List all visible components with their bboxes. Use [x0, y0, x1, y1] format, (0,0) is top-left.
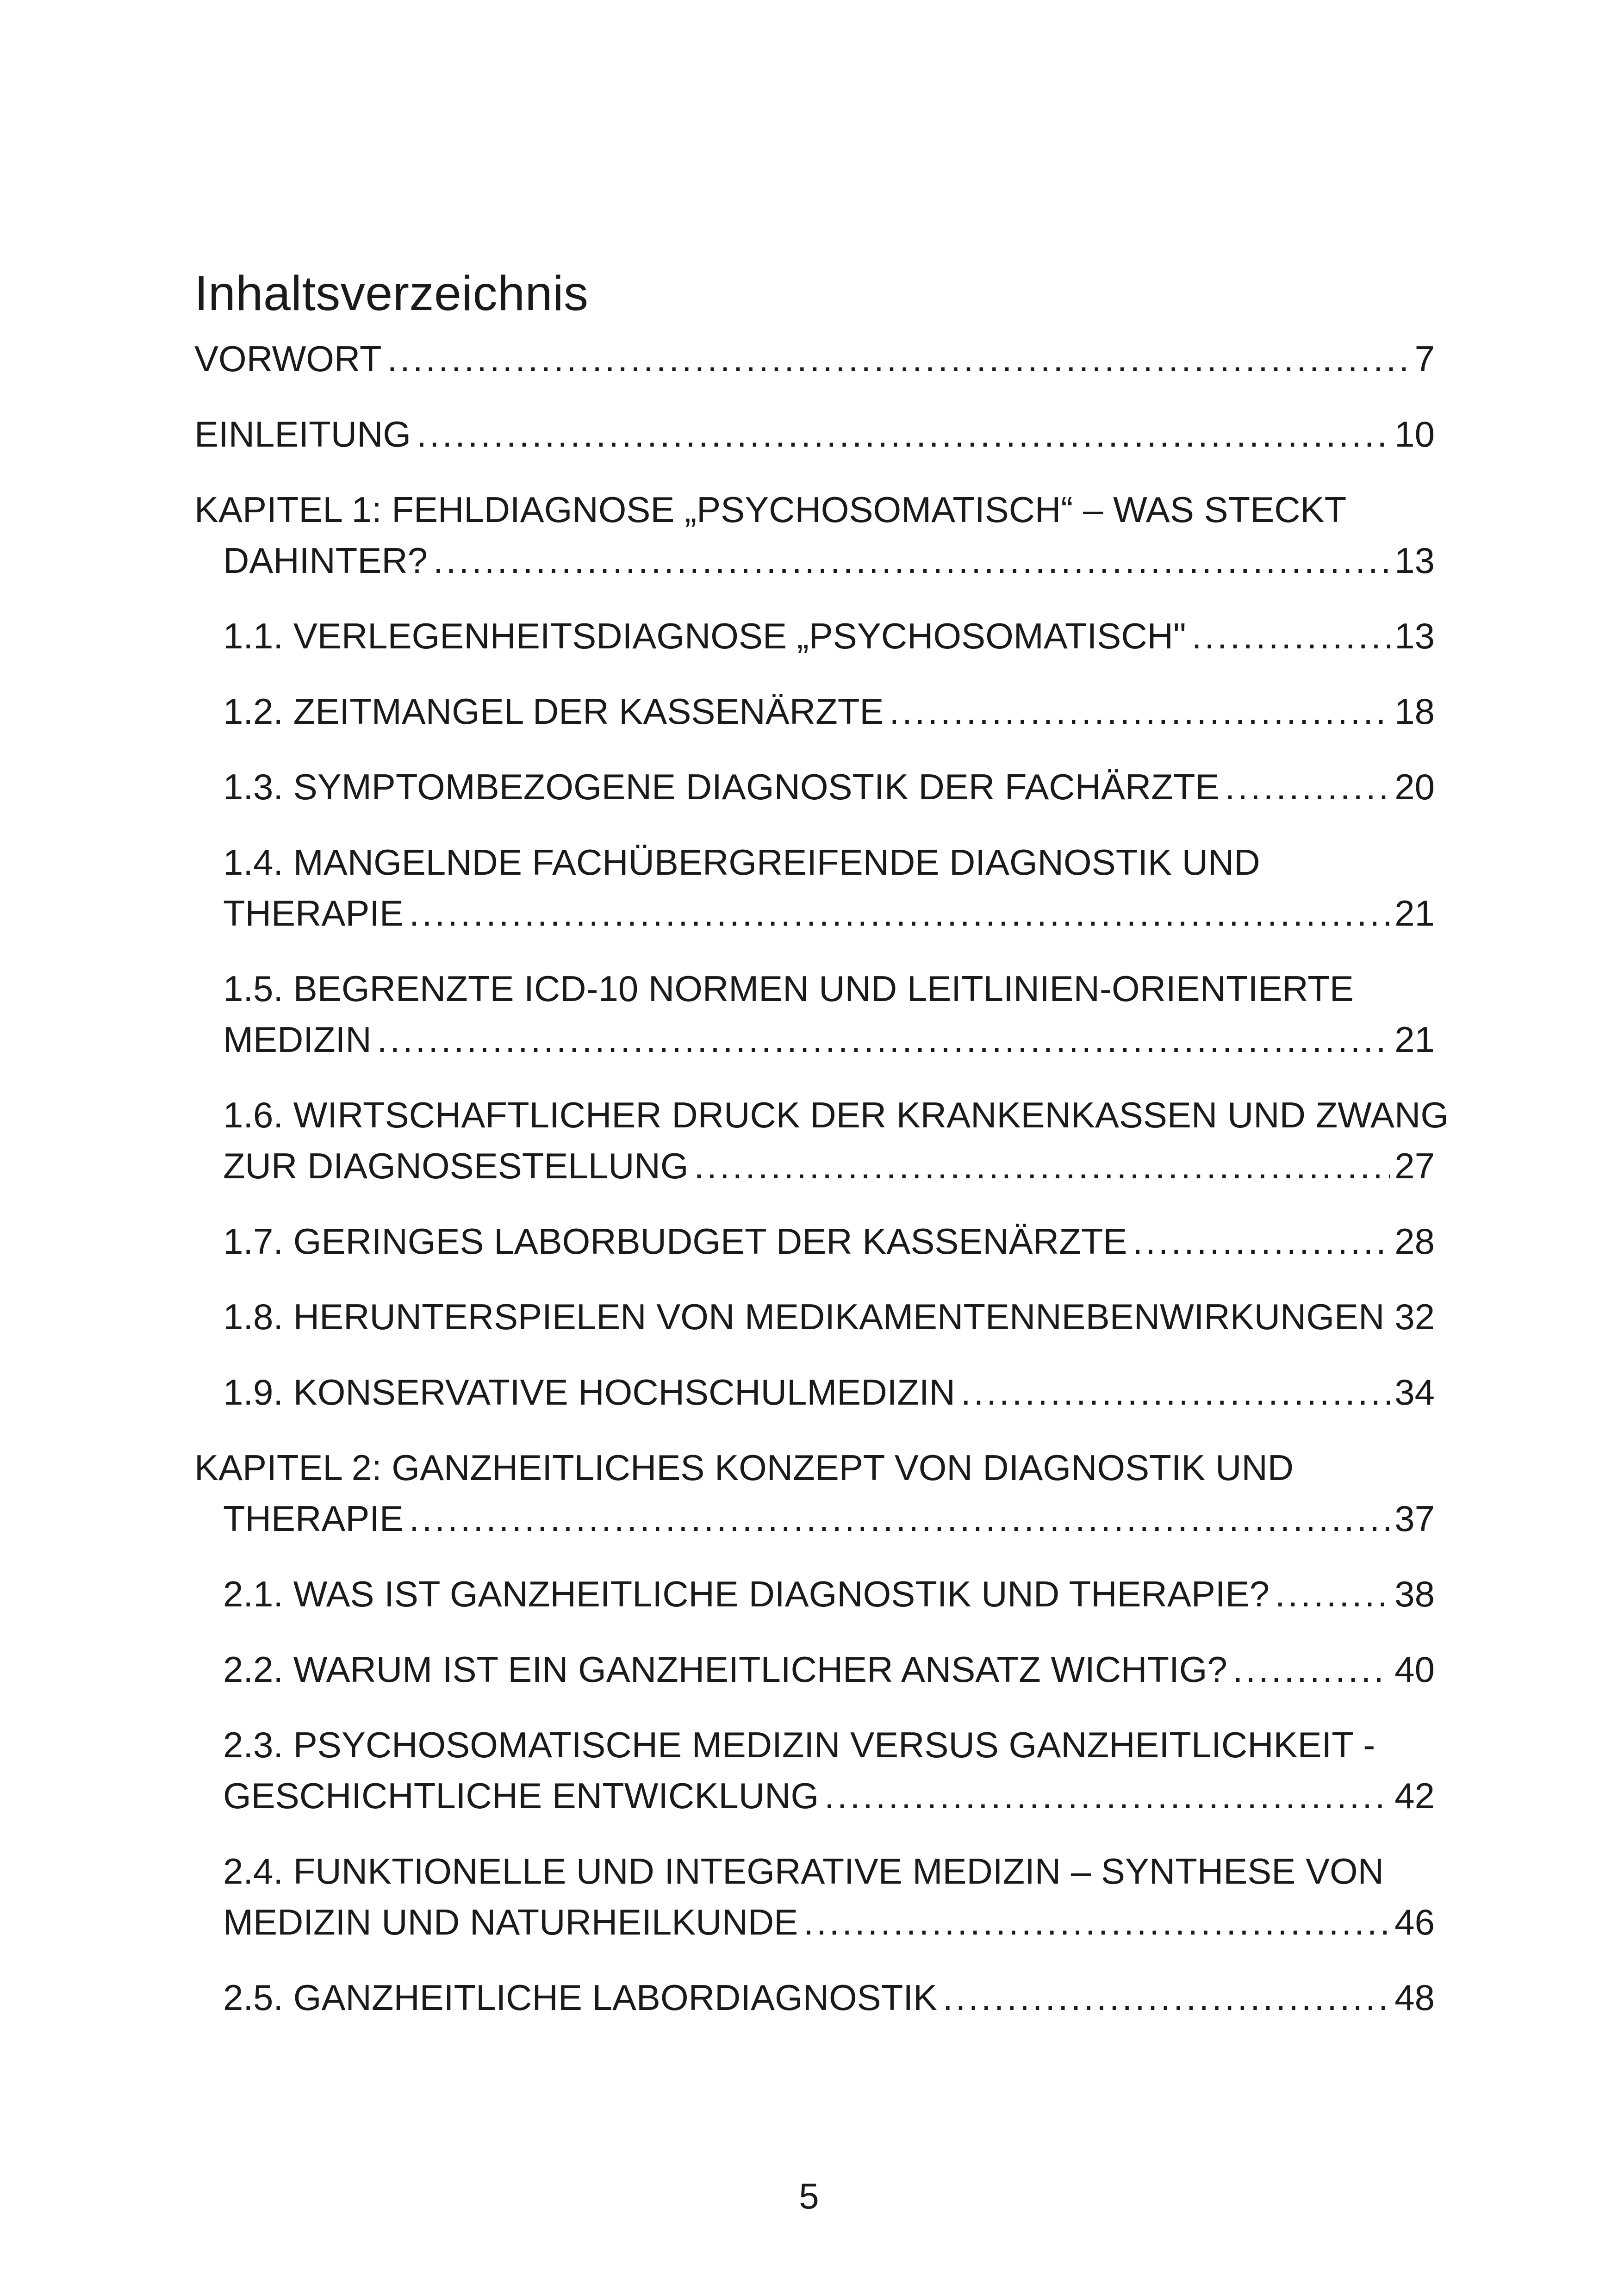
dot-leader: [409, 888, 1390, 939]
toc-entry-1-1[interactable]: [194, 610, 1435, 661]
toc-entry-label-continued: THERAPIE: [223, 893, 404, 933]
toc-entry-label: EINLEITUNG: [194, 414, 411, 454]
dot-leader: [417, 409, 1390, 460]
toc-entry-page: 34: [1394, 1372, 1435, 1412]
dot-leader: [1233, 1644, 1390, 1695]
toc-entry-page: 27: [1394, 1145, 1435, 1186]
dot-leader: [961, 1367, 1390, 1418]
toc-entry-page: 10: [1394, 414, 1435, 454]
dot-leader: [694, 1140, 1390, 1191]
toc-entry-vorwort[interactable]: [194, 333, 1435, 384]
toc-entry-label: 2.1. WAS IST GANZHEITLICHE DIAGNOSTIK UND THERAPIE?: [223, 1574, 1270, 1614]
dot-leader: [1275, 1568, 1390, 1619]
toc-entry-label-continued: THERAPIE: [223, 1498, 404, 1539]
dot-leader: [1133, 1216, 1390, 1267]
toc-entry-page: 37: [1394, 1498, 1435, 1539]
toc-entry-page: 40: [1394, 1649, 1435, 1690]
page-number: 5: [799, 2176, 819, 2216]
toc-entry-kapitel-2[interactable]: [194, 1442, 1435, 1544]
toc-entry-label: 2.3. PSYCHOSOMATISCHE MEDIZIN VERSUS GANZHEITLICHKEIT -: [223, 1724, 1375, 1765]
toc-entry-page: 42: [1394, 1775, 1435, 1816]
toc-entry-page: 21: [1394, 1019, 1435, 1060]
toc-entry-1-9[interactable]: [194, 1367, 1435, 1418]
toc-entry-kapitel-1[interactable]: [194, 484, 1435, 586]
toc-entry-label: 1.8. HERUNTERSPIELEN VON MEDIKAMENTENNEBENWIRKUNGEN: [223, 1296, 1385, 1337]
toc-entry-2-4[interactable]: [194, 1846, 1435, 1948]
table-of-contents: [194, 333, 1449, 2047]
toc-entry-1-8[interactable]: [194, 1291, 1435, 1342]
toc-entry-label-continued: ZUR DIAGNOSESTELLUNG: [223, 1145, 689, 1186]
toc-entry-label: KAPITEL 1: FEHLDIAGNOSE „PSYCHOSOMATISCH“ – WAS STECKT: [194, 489, 1347, 530]
toc-entry-label: 2.2. WARUM IST EIN GANZHEITLICHER ANSATZ WICHTIG?: [223, 1649, 1227, 1690]
toc-entry-label: 1.6. WIRTSCHAFTLICHER DRUCK DER KRANKENKASSEN UND ZWANG: [223, 1095, 1449, 1135]
page-title: Inhaltsverzeichnis: [194, 266, 589, 321]
toc-entry-label: 1.7. GERINGES LABORBUDGET DER KASSENÄRZTE: [223, 1221, 1127, 1262]
toc-entry-label: 1.5. BEGRENZTE ICD-10 NORMEN UND LEITLINIEN-ORIENTIERTE: [223, 968, 1354, 1009]
toc-entry-2-2[interactable]: [194, 1644, 1435, 1695]
toc-entry-page: 38: [1394, 1574, 1435, 1614]
toc-entry-einleitung[interactable]: [194, 409, 1435, 460]
toc-entry-label: 1.2. ZEITMANGEL DER KASSENÄRZTE: [223, 691, 884, 732]
toc-entry-page: 48: [1394, 1977, 1435, 2018]
toc-entry-page: 46: [1394, 1902, 1435, 1942]
toc-entry-page: 18: [1394, 691, 1435, 732]
toc-entry-page: 28: [1394, 1221, 1435, 1262]
toc-entry-page: 20: [1394, 766, 1435, 807]
toc-entry-label-continued: MEDIZIN: [223, 1019, 372, 1060]
toc-entry-page: 13: [1394, 616, 1435, 656]
dot-leader: [889, 686, 1390, 737]
dot-leader: [387, 333, 1410, 384]
toc-entry-page: 21: [1394, 893, 1435, 933]
toc-entry-1-6[interactable]: [194, 1089, 1449, 1191]
toc-entry-label: VORWORT: [194, 338, 382, 379]
dot-leader: [1225, 761, 1390, 812]
toc-entry-1-2[interactable]: [194, 686, 1435, 737]
toc-entry-2-3[interactable]: [194, 1719, 1435, 1821]
toc-entry-label-continued: DAHINTER?: [223, 540, 428, 581]
toc-entry-label: 1.3. SYMPTOMBEZOGENE DIAGNOSTIK DER FACHÄRZTE: [223, 766, 1220, 807]
dot-leader: [1192, 610, 1390, 661]
dot-leader: [943, 1972, 1390, 2023]
dot-leader: [377, 1014, 1390, 1065]
dot-leader: [433, 535, 1390, 586]
dot-leader: [824, 1770, 1390, 1821]
toc-entry-label: 1.9. KONSERVATIVE HOCHSCHULMEDIZIN: [223, 1372, 955, 1412]
toc-entry-1-7[interactable]: [194, 1216, 1435, 1267]
toc-entry-1-3[interactable]: [194, 761, 1435, 812]
toc-entry-2-1[interactable]: [194, 1568, 1435, 1619]
dot-leader: [409, 1493, 1390, 1544]
toc-entry-2-5[interactable]: [194, 1972, 1435, 2023]
toc-entry-label: 1.4. MANGELNDE FACHÜBERGREIFENDE DIAGNOSTIK UND: [223, 842, 1260, 883]
toc-entry-page: 32: [1394, 1296, 1435, 1337]
toc-entry-1-5[interactable]: [194, 963, 1435, 1065]
toc-entry-1-4[interactable]: [194, 837, 1435, 939]
toc-entry-label: 2.4. FUNKTIONELLE UND INTEGRATIVE MEDIZIN – SYNTHESE VON: [223, 1851, 1384, 1892]
dot-leader: [803, 1897, 1390, 1948]
toc-entry-label: KAPITEL 2: GANZHEITLICHES KONZEPT VON DIAGNOSTIK UND: [194, 1447, 1294, 1488]
toc-entry-label: 1.1. VERLEGENHEITSDIAGNOSE „PSYCHOSOMATISCH": [223, 616, 1186, 656]
toc-entry-label-continued: GESCHICHTLICHE ENTWICKLUNG: [223, 1775, 819, 1816]
toc-entry-label: 2.5. GANZHEITLICHE LABORDIAGNOSTIK: [223, 1977, 938, 2018]
toc-entry-page: 13: [1394, 540, 1435, 581]
toc-entry-page: 7: [1414, 338, 1435, 379]
toc-entry-label-continued: MEDIZIN UND NATURHEILKUNDE: [223, 1902, 798, 1942]
